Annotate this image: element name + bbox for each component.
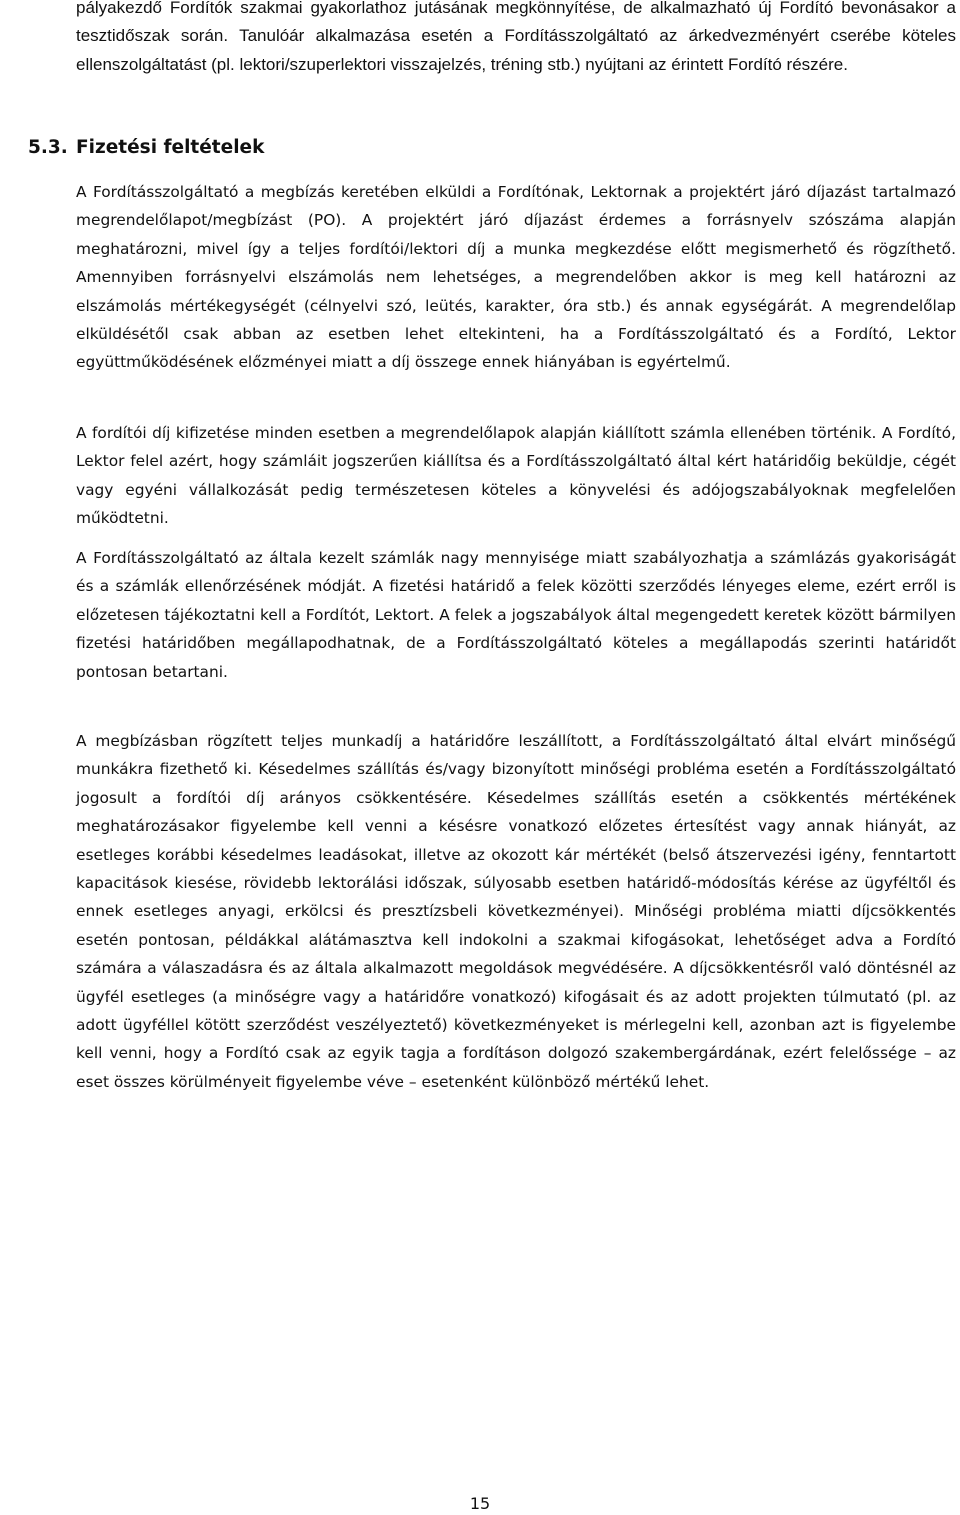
section-heading — [28, 137, 264, 158]
section-title: Fizetési feltételek — [76, 137, 265, 158]
page-number: 15 — [469, 1494, 491, 1513]
intro-paragraph: pályakezdő Fordítók szakmai gyakorlathoz jutásának megkönnyítése, de alkalmazható új Fordító bevonásakor a tesztidőszak során. Tanulóár alkalmazása esetén a Fordításszolgáltató az árkedvezményért cserébe köteles ellenszolgáltatást (pl. lektori/szuperlektori visszajelzés, tréning stb.) nyújtani az érintett Fordító részére. — [76, 0, 956, 74]
section-number: 5.3. — [28, 137, 68, 158]
paragraph-2: A fordítói díj kifizetése minden esetben a megrendelőlapok alapján kiállított számla ellenében történik. A Fordító, Lektor felel azért, hogy számláit jogszerűen kiállítsa és a Fordításszolgáltató által kért határidőig beküldje, cégét vagy egyéni vállalkozását pedig természetesen köteles a könyvelési és adójogszabályoknak megfelelően működtetni. — [76, 424, 956, 528]
paragraph-3: A Fordításszolgáltató az általa kezelt számlák nagy mennyisége miatt szabályozhatja a számlázás gyakoriságát és a számlák ellenőrzésének módját. A fizetési határidő a felek közötti szerződés lényeges eleme, ezért erről is előzetesen tájékoztatni kell a Fordítót, Lektort. A felek a jogszabályok által megengedett keretek között bármilyen fizetési határidőben megállapodhatnak, de a Fordításszolgáltató köteles a megállapodás szerinti határidőt pontosan betartani. — [76, 549, 956, 681]
paragraph-4: A megbízásban rögzített teljes munkadíj a határidőre leszállított, a Fordításszolgáltató által elvárt minőségű munkákra fizethető ki. Késedelmes szállítás és/vagy bizonyított minőségi probléma esetén a Fordításszolgáltató jogosult a fordítói díj arányos csökkentésére. Késedelmes szállítás esetén a csökkentés mértékének meghatározásakor figyelembe kell venni a késésre vonatkozó előzetes értesítést vagy annak hiányát, az esetleges korábbi késedelmes leadásokat, illetve az okozott kár mértékét (belső átszervezési igény, fenntartott kapacitások kiesése, rövidebb lektorálási időszak, súlyosabb esetben határidő-módosítás kérése az ügyféltől és ennek esetleges anyagi, erkölcsi és presztízsbeli következményei). Minőségi probléma miatti díjcsökkentés esetén pontosan, példákkal alátámasztva kell indokolni a szakmai kifogásokat, lehetőséget adva a Fordító számára a válaszadásra és az általa alkalmazott megoldások megvédésére. A díjcsökkentésről való döntésnél az ügyfél esetleges (a minőségre vagy a határidőre vonatkozó) kifogásait és az adott projekten túlmutató (pl. az adott ügyféllel kötött szerződést veszélyeztető) következményeket is mérlegelni kell, azonban azt is figyelembe kell venni, hogy a Fordító csak az egyik tagja a fordításon dolgozó szakembergárdának, ezért felelőssége – az eset összes körülményeit figyelembe véve – esetenként különböző mértékű lehet. — [76, 732, 956, 1091]
paragraph-1: A Fordításszolgáltató a megbízás keretében elküldi a Fordítónak, Lektornak a projektért járó díjazást tartalmazó megrendelőlapot/megbízást (PO). A projektért járó díjazást érdemes a forrásnyelv szószáma alapján meghatározni, mivel így a teljes fordítói/lektori díj a munka megkezdése előtt megismerhető és rögzíthető. Amennyiben forrásnyelvi elszámolás nem lehetséges, a megrendelőben akkor is meg kell határozni az elszámolás mértékegységét (célnyelvi szó, leütés, karakter, óra stb.) és annak egységárát. A megrendelőlap elküldésétől csak abban az esetben lehet eltekinteni, ha a Fordításszolgáltató és a Fordító, Lektor együttműködésének előzményei miatt a díj összege ennek hiányában is egyértelmű. — [76, 183, 956, 372]
